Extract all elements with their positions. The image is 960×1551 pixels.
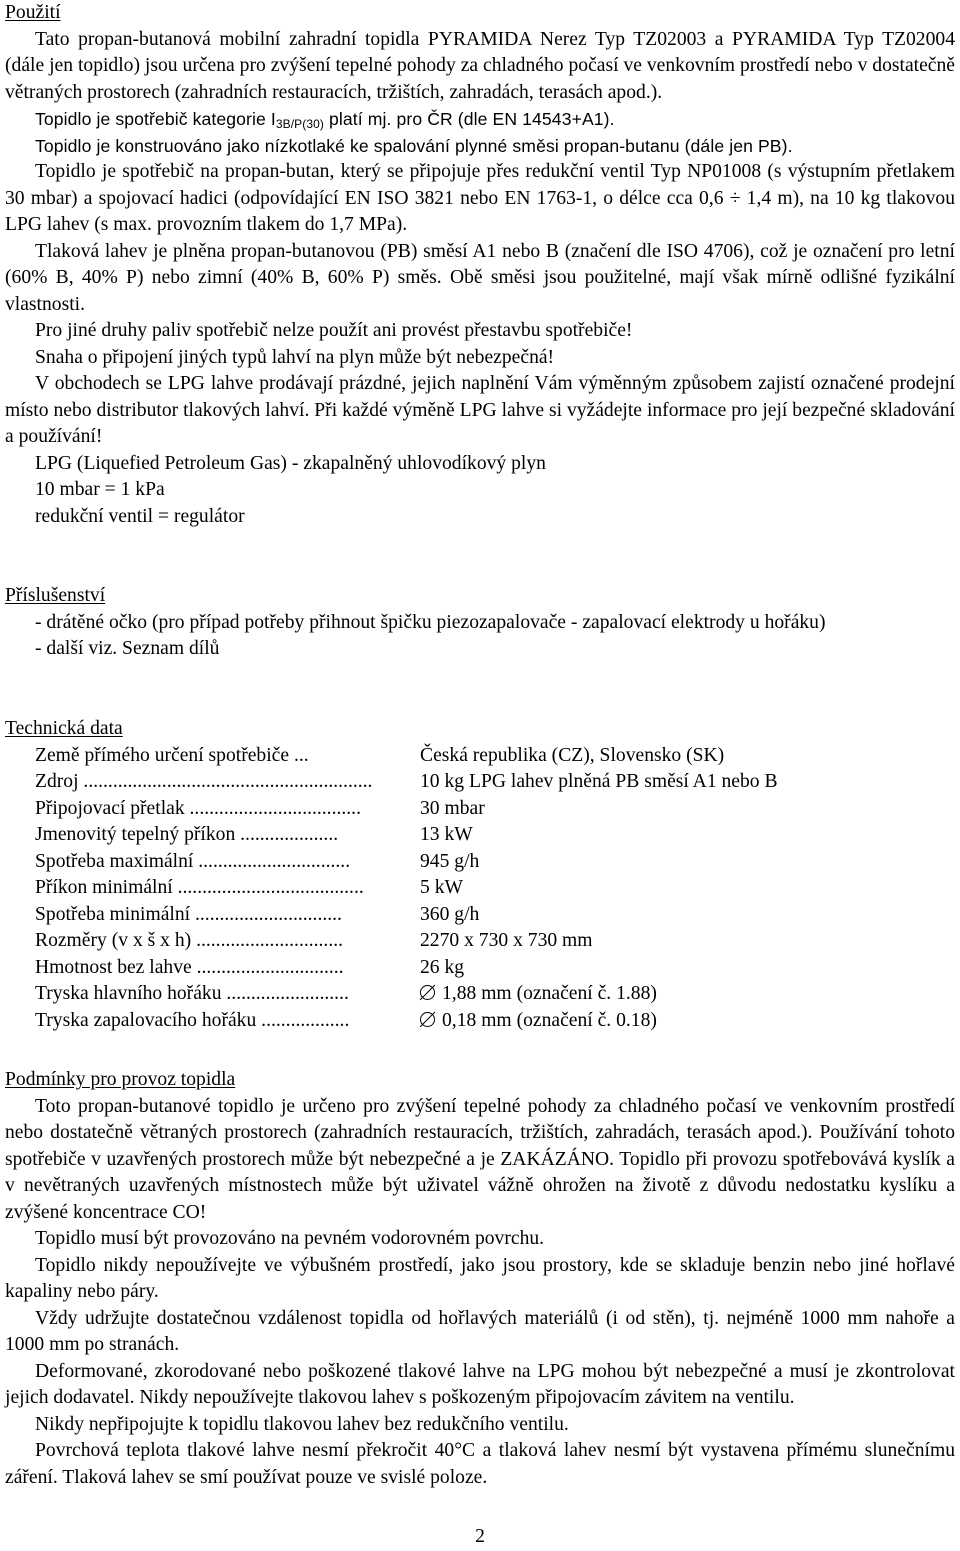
tech-data-label: Spotřeba minimální ..............................	[35, 903, 342, 925]
tech-data-row	[35, 796, 955, 823]
tech-data-value-text: 5 kW	[420, 877, 463, 898]
tech-data-value	[420, 875, 463, 902]
paragraph: Topidlo je spotřebič na propan-butan, který se připojuje přes redukční ventil Typ NP01008 (s výstupním přetlakem 30 mbar) a spojovací hadici (odpovídající EN ISO 3821 nebo EN 1763-1, o délce cca 0,6 ÷ 1,4 m), na 10 kg tlakovou LPG lahev (s max. provozním tlakem do 1,7 MPa).	[5, 161, 955, 235]
paragraph: Povrchová teplota tlakové lahve nesmí překročit 40°C a tlaková lahev nesmí být vystavena přímému slunečnímu záření. Tlaková lahev se smí používat pouze ve svislé poloze.	[5, 1440, 955, 1488]
tech-data-label: Tryska zapalovacího hořáku ..................	[35, 1009, 350, 1031]
tech-data-label: Spotřeba maximální ...............................	[35, 850, 351, 872]
page-number: 2	[475, 1526, 485, 1547]
tech-data-value	[420, 822, 473, 849]
tech-data-value	[420, 769, 778, 796]
paragraph: V obchodech se LPG lahve prodávají prázdné, jejich naplnění Vám výměnným způsobem zajistí označené prodejní místo nebo distributor tlakových lahví. Při každé výměně LPG lahve si vyžádejte informace pro její bezpečné skladování a používání!	[5, 373, 955, 447]
paragraph: Topidlo je konstruováno jako nízkotlaké ke spalování plynné směsi propan-butanu (dále jen PB).	[35, 135, 793, 156]
tech-data-value-text: 13 kW	[420, 824, 473, 845]
list-item: - drátěné očko (pro případ potřeby přihnout špičku piezozapalovače - zapalovací elektrody u hořáku)	[35, 611, 826, 633]
tech-data-row	[35, 849, 955, 876]
tech-data-row	[35, 928, 955, 955]
tech-data-row	[35, 769, 955, 796]
tech-data-value	[420, 928, 593, 955]
tech-data-value	[420, 743, 724, 770]
tech-data-label: Tryska hlavního hořáku .........................	[35, 983, 349, 1004]
tech-data-row	[35, 955, 955, 982]
paragraph: Topidlo musí být provozováno na pevném vodorovném povrchu.	[35, 1228, 545, 1249]
heading-prislusenstvi: Příslušenství	[5, 585, 106, 606]
diameter-icon	[420, 985, 435, 1000]
tech-data-value	[420, 849, 479, 876]
tech-data-value-text: 2270 x 730 x 730 mm	[420, 930, 593, 951]
tech-data-row	[35, 875, 955, 902]
warning-text: Pro jiné druhy paliv spotřebič nelze použít ani provést přestavbu spotřebiče!	[35, 320, 633, 341]
tech-data-value-text: 30 mbar	[420, 797, 485, 819]
tech-data-value-text: 0,18 mm (označení č. 0.18)	[442, 1009, 657, 1031]
tech-data-row	[35, 1008, 955, 1035]
tech-data-row	[35, 743, 955, 770]
tech-data-label: Příkon minimální ......................................	[35, 877, 364, 898]
tech-data-row	[35, 822, 955, 849]
paragraph: Tato propan-butanová mobilní zahradní topidla PYRAMIDA Nerez Typ TZ02003 a PYRAMIDA Typ TZ02004 (dále jen topidlo) jsou určena pro zvýšení tepelné pohody za chladného počasí ve venkovním prostředí nebo v dostatečně větraných prostorech (zahradních restauracích, tržištích, zahradách, terasách apod.).	[5, 28, 955, 103]
tech-data-label: Země přímého určení spotřebiče ...	[35, 744, 309, 766]
definition: LPG (Liquefied Petroleum Gas) - zkapalněný uhlovodíkový plyn	[35, 452, 546, 474]
tech-data-value	[420, 981, 657, 1008]
warning-text: Snaha o připojení jiných typů lahví na plyn může být nebezpečná!	[35, 346, 555, 368]
tech-data-row	[35, 981, 955, 1008]
tech-data-value	[420, 955, 464, 982]
section-pouziti	[5, 0, 955, 530]
tech-data-label: Připojovací přetlak ...................................	[35, 797, 361, 819]
tech-data-label: Rozměry (v x š x h) ..............................	[35, 930, 344, 951]
heading-podminky: Podmínky pro provoz topidla	[5, 1069, 236, 1090]
paragraph: Nikdy nepřipojujte k topidlu tlakovou lahev bez redukčního ventilu.	[35, 1413, 569, 1435]
tech-data-value-text: 10 kg LPG lahev plněná PB směsí A1 nebo B	[420, 771, 778, 792]
tech-data-value	[420, 902, 479, 929]
tech-data-label: Hmotnost bez lahve ..............................	[35, 956, 344, 978]
section-technicka-data	[5, 716, 955, 1034]
tech-data-value-text: 945 g/h	[420, 850, 480, 872]
paragraph: Topidlo nikdy nepoužívejte ve výbušném prostředí, jako jsou prostory, kde se skladuje benzin nebo jiné hořlavé kapaliny nebo páry.	[5, 1254, 955, 1302]
section-prislusenstvi	[5, 583, 955, 663]
tech-data-label: Zdroj ...........................................................	[35, 771, 373, 792]
paragraph: Deformované, zkorodované nebo poškozené tlakové lahve na LPG mohou být nebezpečné a musí je zkontrolovat jejich dodavatel. Nikdy nepoužívejte tlakovou lahev s poškozeným připojovacím závitem na ventilu.	[5, 1360, 955, 1408]
definition: redukční ventil = regulátor	[35, 505, 245, 527]
definition: 10 mbar = 1 kPa	[35, 479, 165, 500]
tech-data-table	[5, 743, 955, 1035]
paragraph: Vždy udržujte dostatečnou vzdálenost topidla od hořlavých materiálů (i od stěn), tj. nejméně 1000 mm nahoře a 1000 mm po stranách.	[5, 1307, 955, 1355]
section-podminky	[5, 1067, 955, 1491]
heading-pouziti: Použití	[5, 2, 61, 23]
paragraph: Toto propan-butanové topidlo je určeno pro zvýšení tepelné pohody za chladného počasí ve venkovním prostředí nebo dostatečně větraných prostorech (zahradních restauracích, tržištích, zahradách, terasách apod.). Používání tohoto spotřebiče v uzavřených prostorech může být nebezpečné a je ZAKÁZÁNO. Topidlo při provozu spotřebovává kyslík a v nevětraných uzavřených místnostech může být uživatel vážně ohrožen na životě z důvodu nedostatku kyslíku a zvýšené koncentrace CO!	[5, 1095, 955, 1223]
tech-data-value	[420, 1008, 657, 1035]
tech-data-label: Jmenovitý tepelný příkon ....................	[35, 824, 339, 845]
tech-data-value-text: 1,88 mm (označení č. 1.88)	[442, 983, 657, 1004]
tech-data-value	[420, 796, 485, 823]
tech-data-value-text: 360 g/h	[420, 903, 480, 925]
paragraph-category: Topidlo je spotřebič kategorie $I_{3B/P(30)}$ platí mj. pro ČR (dle EN 14543+A1).	[35, 109, 615, 131]
tech-data-value-text: 26 kg	[420, 956, 465, 978]
tech-data-row	[35, 902, 955, 929]
list-item: - další viz. Seznam dílů	[35, 638, 220, 659]
heading-technicka-data: Technická data	[5, 718, 123, 739]
diameter-icon	[420, 1012, 435, 1027]
paragraph: Tlaková lahev je plněna propan-butanovou (PB) směsí A1 nebo B (značení dle ISO 4706), což je označení pro letní (60% B, 40% P) nebo zimní (40% B, 60% P) směs. Obě směsi jsou použitelné, mají však mírně odlišné fyzikální vlastnosti.	[5, 240, 955, 315]
tech-data-value-text: Česká republika (CZ), Slovensko (SK)	[420, 744, 725, 766]
